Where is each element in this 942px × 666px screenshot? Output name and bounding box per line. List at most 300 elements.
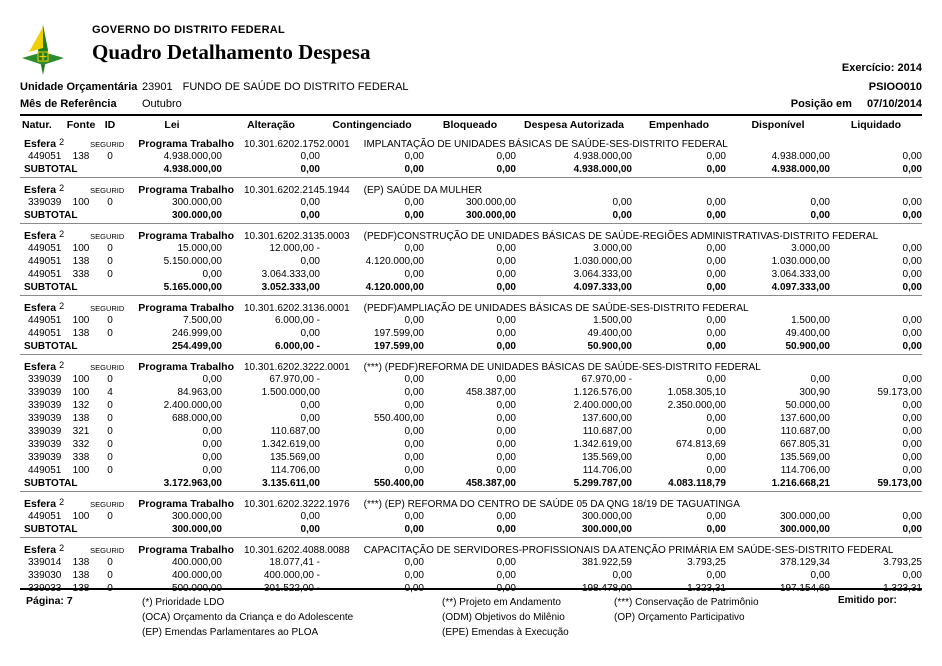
legend-column-1: [142, 595, 442, 640]
table-row: [20, 314, 922, 327]
table-row: [20, 399, 922, 412]
programa-descricao: (***) (EP) REFORMA DO CENTRO DE SAÚDE 05 DA QNG 18/19 DE TAGUATINGA: [363, 499, 740, 510]
cell: 338: [72, 269, 90, 280]
cell: 49.400,00: [785, 328, 830, 339]
esfera-row: [20, 135, 922, 150]
cell: 0,00: [902, 413, 922, 424]
subtotal-cell: 0,00: [300, 210, 320, 221]
cell: 0,00: [404, 197, 424, 208]
unidade-row: [20, 81, 922, 93]
subtotal-label: SUBTOTAL: [24, 164, 78, 175]
cell: 550.400,00: [373, 413, 424, 424]
esfera-value: 2: [59, 183, 65, 193]
cell: 0,00: [404, 452, 424, 463]
table-row: [20, 556, 922, 569]
cell: 110.687,00: [270, 426, 320, 437]
esfera-label: Esfera: [24, 544, 57, 556]
cell: 0,00: [496, 413, 516, 424]
cell: 449051: [28, 465, 62, 476]
cell: 0,00: [300, 197, 320, 208]
cell: 339039: [28, 400, 62, 411]
subtotal-cell: 0,00: [810, 210, 830, 221]
cell: 0,00: [404, 387, 424, 398]
cell: 458.387,00: [465, 387, 516, 398]
cell: 0,00: [902, 243, 922, 254]
programa-trabalho-label: Programa Trabalho: [138, 184, 234, 196]
cell: 18.077,41 -: [269, 557, 320, 568]
subtotal-cell: 0,00: [902, 341, 922, 352]
cell: 4.938.000,00: [163, 151, 222, 162]
page-title: Quadro Detalhamento Despesa: [92, 40, 371, 64]
report-footer: [20, 588, 922, 640]
unidade-code: 23901: [142, 81, 173, 93]
gdf-coat-of-arms-icon: [20, 24, 66, 76]
subtotal-cell: 0,00: [300, 524, 320, 535]
cell: 378.129,34: [779, 557, 830, 568]
subtotal-row: [20, 281, 922, 296]
cell: 49.400,00: [587, 328, 632, 339]
subtotal-cell: 6.000,00 -: [274, 341, 320, 352]
cell: 0: [107, 197, 113, 208]
subtotal-cell: 254.499,00: [171, 341, 222, 352]
cell: 339039: [28, 374, 62, 385]
cell: 338: [72, 452, 90, 463]
subtotal-label: SUBTOTAL: [24, 282, 78, 293]
subtotal-row: [20, 209, 922, 224]
cell: 0,00: [496, 151, 516, 162]
table-row: [20, 386, 922, 399]
esfera-value: 2: [59, 497, 65, 507]
cell: 0,00: [902, 256, 922, 267]
cell: 0,00: [496, 256, 516, 267]
programa-trabalho-label: Programa Trabalho: [138, 498, 234, 510]
subtotal-cell: 0,00: [404, 524, 424, 535]
esfera-row: [20, 299, 922, 314]
subtotal-cell: 1.216.668,21: [771, 478, 830, 489]
cell: 100: [72, 511, 90, 522]
table-row: [20, 569, 922, 582]
programa-trabalho-label: Programa Trabalho: [138, 544, 234, 556]
programa-descricao: (EP) SAÚDE DA MULHER: [363, 185, 483, 196]
cell: 300.000,00: [779, 511, 830, 522]
cell: 0: [107, 426, 113, 437]
cell: 0,00: [202, 374, 222, 385]
programa-trabalho-label: Programa Trabalho: [138, 302, 234, 314]
cell: 0,00: [496, 243, 516, 254]
cell: 0,00: [404, 400, 424, 411]
programa-descricao: (PEDF)CONSTRUÇÃO DE UNIDADES BÁSICAS DE SAÚDE-REGIÕES ADMINISTRATIVAS-DISTRITO FEDERAL: [363, 231, 879, 242]
table-row: [20, 425, 922, 438]
cell: 339014: [28, 557, 62, 568]
mes-row: [20, 98, 922, 110]
cell: 138: [72, 557, 90, 568]
cell: 137.600,00: [581, 413, 632, 424]
cell: 449051: [28, 151, 62, 162]
subtotal-row: [20, 477, 922, 492]
programa-code: 10.301.6202.3222.1976: [244, 499, 350, 510]
cell: 1.342.619,00: [261, 439, 320, 450]
subtotal-label: SUBTOTAL: [24, 524, 78, 535]
subtotal-cell: 0,00: [706, 341, 726, 352]
cell: 0: [107, 570, 113, 581]
esfera-label: Esfera: [24, 138, 57, 150]
cell: 0,00: [300, 151, 320, 162]
table-row: [20, 373, 922, 386]
esfera-label: Esfera: [24, 302, 57, 314]
cell: 7.500,00: [183, 315, 222, 326]
cell: 100: [72, 243, 90, 254]
cell: 339030: [28, 570, 62, 581]
legend-item: (OP) Orçamento Participativo: [614, 612, 745, 623]
cell: 138: [72, 256, 90, 267]
esfera-label: Esfera: [24, 184, 57, 196]
cell: 0,00: [902, 269, 922, 280]
budget-table: [20, 116, 922, 595]
legend-item: (***) Conservação de Patrimônio: [614, 597, 759, 608]
cell: 0,00: [300, 413, 320, 424]
cell: 0,00: [496, 570, 516, 581]
subtotal-cell: 4.938.000,00: [573, 164, 632, 175]
cell: 0: [107, 243, 113, 254]
cell: 1.058.305,10: [667, 387, 726, 398]
cell: 0,00: [810, 374, 830, 385]
cell: 674.813,69: [675, 439, 726, 450]
legend-column-2: [442, 595, 614, 640]
table-row: [20, 327, 922, 340]
programa-descricao: (***) (PEDF)REFORMA DE UNIDADES BÁSICAS DE SAÚDE-SES-DISTRITO FEDERAL: [363, 362, 761, 373]
subtotal-cell: 300.000,00: [171, 524, 222, 535]
col-liquidado: Liquidado: [850, 119, 902, 131]
cell: 2.350.000,00: [667, 400, 726, 411]
cell: 138: [72, 413, 90, 424]
cell: 400.000,00: [171, 557, 222, 568]
table-row: [20, 451, 922, 464]
subtotal-cell: 50.900,00: [587, 341, 632, 352]
cell: 100: [72, 197, 90, 208]
cell: 12.000,00 -: [269, 243, 320, 254]
cell: 137.600,00: [779, 413, 830, 424]
cell: 0: [107, 465, 113, 476]
legend-item: (ODM) Objetivos do Milênio: [442, 612, 565, 623]
cell: 4: [107, 387, 113, 398]
cell: 0,00: [496, 511, 516, 522]
cell: 3.064.333,00: [573, 269, 632, 280]
table-header-row: [20, 116, 922, 132]
cell: 3.793,25: [687, 557, 726, 568]
cell: 0,00: [902, 328, 922, 339]
cell: 0,00: [706, 374, 726, 385]
subtotal-cell: 3.135.611,00: [262, 478, 320, 489]
page-number: [20, 595, 142, 640]
cell: 3.000,00: [791, 243, 830, 254]
cell: 0,00: [706, 511, 726, 522]
seguridade-label: SEGURID: [90, 546, 125, 555]
programa-descricao: (PEDF)AMPLIAÇÃO DE UNIDADES BÁSICAS DE SAÚDE-SES-DISTRITO FEDERAL: [363, 303, 749, 314]
report-code: PSIOO010: [868, 81, 922, 93]
col-natur: Natur.: [22, 119, 52, 131]
cell: 0,00: [496, 328, 516, 339]
subtotal-label: SUBTOTAL: [24, 478, 78, 489]
emitido-por-label: Emitido por:: [838, 595, 897, 606]
cell: 339039: [28, 197, 62, 208]
esfera-value: 2: [59, 301, 65, 311]
cell: 667.805,31: [779, 439, 830, 450]
cell: 67.970,00 -: [269, 374, 320, 385]
table-row: [20, 412, 922, 425]
cell: 0: [107, 439, 113, 450]
cell: 0: [107, 400, 113, 411]
subtotal-row: [20, 523, 922, 538]
esfera-value: 2: [59, 229, 65, 239]
table-body: [20, 135, 922, 595]
col-bloqueado: Bloqueado: [442, 119, 498, 131]
cell: 449051: [28, 269, 62, 280]
legend-item: (**) Projeto em Andamento: [442, 597, 561, 608]
cell: 5.150.000,00: [163, 256, 222, 267]
cell: 0,00: [404, 557, 424, 568]
cell: 0,00: [496, 374, 516, 385]
cell: 59.173,00: [877, 387, 922, 398]
mes-value: Outubro: [142, 98, 182, 110]
cell: 138: [72, 570, 90, 581]
seguridade-label: SEGURID: [90, 140, 125, 149]
table-row: [20, 464, 922, 477]
cell: 0,00: [496, 400, 516, 411]
pagina-label: Página:: [26, 595, 64, 607]
cell: 449051: [28, 256, 62, 267]
col-despesa-autorizada: Despesa Autorizada: [524, 119, 624, 131]
cell: 0,00: [706, 426, 726, 437]
cell: 0,00: [810, 570, 830, 581]
seguridade-label: SEGURID: [90, 500, 125, 509]
subtotal-cell: 300.000,00: [171, 210, 222, 221]
legend-item: (EPE) Emendas à Execução: [442, 627, 569, 638]
subtotal-cell: 0,00: [496, 164, 516, 175]
cell: 0: [107, 256, 113, 267]
cell: 197.599,00: [373, 328, 424, 339]
cell: 449051: [28, 511, 62, 522]
cell: 332: [72, 439, 90, 450]
cell: 339033: [28, 583, 62, 594]
subtotal-cell: 0,00: [496, 524, 516, 535]
cell: 135.569,00: [269, 452, 320, 463]
cell: 301.522,00 -: [263, 583, 320, 594]
cell: 3.064.333,00: [771, 269, 830, 280]
cell: 0,00: [202, 269, 222, 280]
cell: 0: [107, 269, 113, 280]
cell: 339039: [28, 387, 62, 398]
esfera-value: 2: [59, 543, 65, 553]
cell: 110.687,00: [780, 426, 830, 437]
cell: 0: [107, 557, 113, 568]
cell: 1.500.000,00: [261, 387, 320, 398]
posicao-label: Posição em: [790, 98, 852, 110]
subtotal-cell: 0,00: [902, 282, 922, 293]
cell: 0,00: [612, 197, 632, 208]
unidade-label: Unidade Orçamentária: [20, 81, 138, 93]
cell: 1.030.000,00: [771, 256, 830, 267]
cell: 3.000,00: [593, 243, 632, 254]
cell: 0,00: [706, 452, 726, 463]
cell: 300.000,00: [465, 197, 516, 208]
esfera-row: [20, 495, 922, 510]
table-row: [20, 150, 922, 163]
cell: 0,00: [902, 511, 922, 522]
cell: 0,00: [902, 439, 922, 450]
report-header: [20, 24, 922, 76]
subtotal-cell: 59.173,00: [877, 478, 922, 489]
cell: 0,00: [706, 465, 726, 476]
cell: 246.999,00: [171, 328, 222, 339]
cell: 2.400.000,00: [163, 400, 222, 411]
cell: 300.000,00: [171, 511, 222, 522]
cell: 4.938.000,00: [573, 151, 632, 162]
cell: 3.064.333,00: [261, 269, 320, 280]
subtotal-cell: 0,00: [902, 524, 922, 535]
subtotal-cell: 0,00: [496, 341, 516, 352]
col-id: ID: [104, 119, 116, 131]
cell: 0: [107, 374, 113, 385]
cell: 135.569,00: [581, 452, 632, 463]
cell: 1.323,31: [687, 583, 726, 594]
legend-item: (EP) Emendas Parlamentares ao PLOA: [142, 627, 319, 638]
cell: 0,00: [902, 374, 922, 385]
cell: 0,00: [902, 315, 922, 326]
col-lei: Lei: [164, 119, 180, 131]
cell: 114.706,00: [582, 465, 632, 476]
subtotal-cell: 0,00: [706, 164, 726, 175]
esfera-row: [20, 541, 922, 556]
cell: 0,00: [404, 465, 424, 476]
cell: 0,00: [902, 400, 922, 411]
cell: 0,00: [902, 197, 922, 208]
subtotal-cell: 3.172.963,00: [163, 478, 222, 489]
cell: 321: [72, 426, 90, 437]
cell: 0: [107, 583, 113, 594]
cell: 0,00: [902, 570, 922, 581]
cell: 0,00: [404, 243, 424, 254]
cell: 0,00: [300, 400, 320, 411]
cell: 339039: [28, 413, 62, 424]
esfera-row: [20, 181, 922, 196]
subtotal-cell: 300.000,00: [779, 524, 830, 535]
cell: 0,00: [496, 269, 516, 280]
cell: 1.323,31: [883, 583, 922, 594]
cell: 0,00: [404, 269, 424, 280]
cell: 0,00: [300, 256, 320, 267]
pagina-value: 7: [66, 595, 73, 607]
cell: 100: [72, 374, 90, 385]
cell: 0,00: [706, 315, 726, 326]
subtotal-cell: 0,00: [300, 164, 320, 175]
cell: 1.126.576,00: [573, 387, 632, 398]
subtotal-cell: 4.120.000,00: [365, 282, 424, 293]
cell: 100: [72, 465, 90, 476]
cell: 132: [72, 400, 90, 411]
esfera-value: 2: [59, 137, 65, 147]
cell: 0,00: [404, 315, 424, 326]
cell: 100: [72, 315, 90, 326]
subtotal-cell: 5.165.000,00: [163, 282, 222, 293]
posicao-value: 07/10/2014: [866, 98, 922, 110]
cell: 50.000,00: [785, 400, 830, 411]
cell: 0,00: [706, 197, 726, 208]
subtotal-row: [20, 340, 922, 355]
cell: 138: [72, 328, 90, 339]
subtotal-cell: 300.000,00: [465, 210, 516, 221]
programa-code: 10.301.6202.4088.0088: [244, 545, 350, 556]
esfera-row: [20, 358, 922, 373]
table-row: [20, 510, 922, 523]
subtotal-cell: 0,00: [706, 282, 726, 293]
col-alteracao: Alteração: [247, 119, 295, 131]
subtotal-cell: 4.083.118,79: [668, 478, 726, 489]
esfera-label: Esfera: [24, 230, 57, 242]
cell: 0,00: [496, 426, 516, 437]
cell: 4.120.000,00: [365, 256, 424, 267]
cell: 3.793,25: [883, 557, 922, 568]
seguridade-label: SEGURID: [90, 232, 125, 241]
cell: 2.400.000,00: [573, 400, 632, 411]
cell: 0: [107, 511, 113, 522]
table-row: [20, 242, 922, 255]
cell: 0,00: [404, 426, 424, 437]
cell: 198.478,00: [581, 583, 632, 594]
table-row: [20, 196, 922, 209]
subtotal-cell: 0,00: [612, 210, 632, 221]
cell: 0,00: [404, 439, 424, 450]
seguridade-label: SEGURID: [90, 186, 125, 195]
cell: 449051: [28, 315, 62, 326]
cell: 0,00: [902, 151, 922, 162]
cell: 500.000,00: [171, 583, 222, 594]
cell: 0,00: [496, 439, 516, 450]
exercicio: [842, 62, 922, 76]
cell: 67.970,00 -: [581, 374, 632, 385]
cell: 300.000,00: [581, 511, 632, 522]
subtotal-cell: 0,00: [902, 210, 922, 221]
cell: 0,00: [706, 269, 726, 280]
cell: 0,00: [300, 511, 320, 522]
cell: 688.000,00: [171, 413, 222, 424]
programa-descricao: CAPACITAÇÃO DE SERVIDORES-PROFISSIONAIS DA ATENÇÃO PRIMÁRIA EM SAÚDE-SES-DISTRITO FEDERAL: [363, 545, 894, 556]
subtotal-cell: 50.900,00: [785, 341, 830, 352]
programa-code: 10.301.6202.3135.0003: [244, 231, 350, 242]
cell: 0,00: [404, 511, 424, 522]
cell: 339039: [28, 452, 62, 463]
cell: 0,00: [496, 557, 516, 568]
cell: 1.500,00: [791, 315, 830, 326]
cell: 300,90: [799, 387, 830, 398]
mes-label: Mês de Referência: [20, 98, 117, 110]
cell: 0,00: [706, 570, 726, 581]
cell: 0,00: [810, 197, 830, 208]
cell: 114.706,00: [780, 465, 830, 476]
cell: 135.569,00: [779, 452, 830, 463]
cell: 138: [72, 151, 90, 162]
programa-code: 10.301.6202.2145.1944: [244, 185, 350, 196]
col-empenhado: Empenhado: [648, 119, 710, 131]
legend-item: (OCA) Orçamento da Criança e do Adolescente: [142, 612, 354, 623]
subtotal-cell: 300.000,00: [581, 524, 632, 535]
cell: 0,00: [902, 465, 922, 476]
cell: 0,00: [706, 413, 726, 424]
subtotal-cell: 197.599,00: [373, 341, 424, 352]
cell: 300.000,00: [171, 197, 222, 208]
exercicio-value: 2014: [897, 62, 922, 74]
cell: 1.500,00: [593, 315, 632, 326]
col-contingenciado: Contingenciado: [332, 119, 412, 131]
